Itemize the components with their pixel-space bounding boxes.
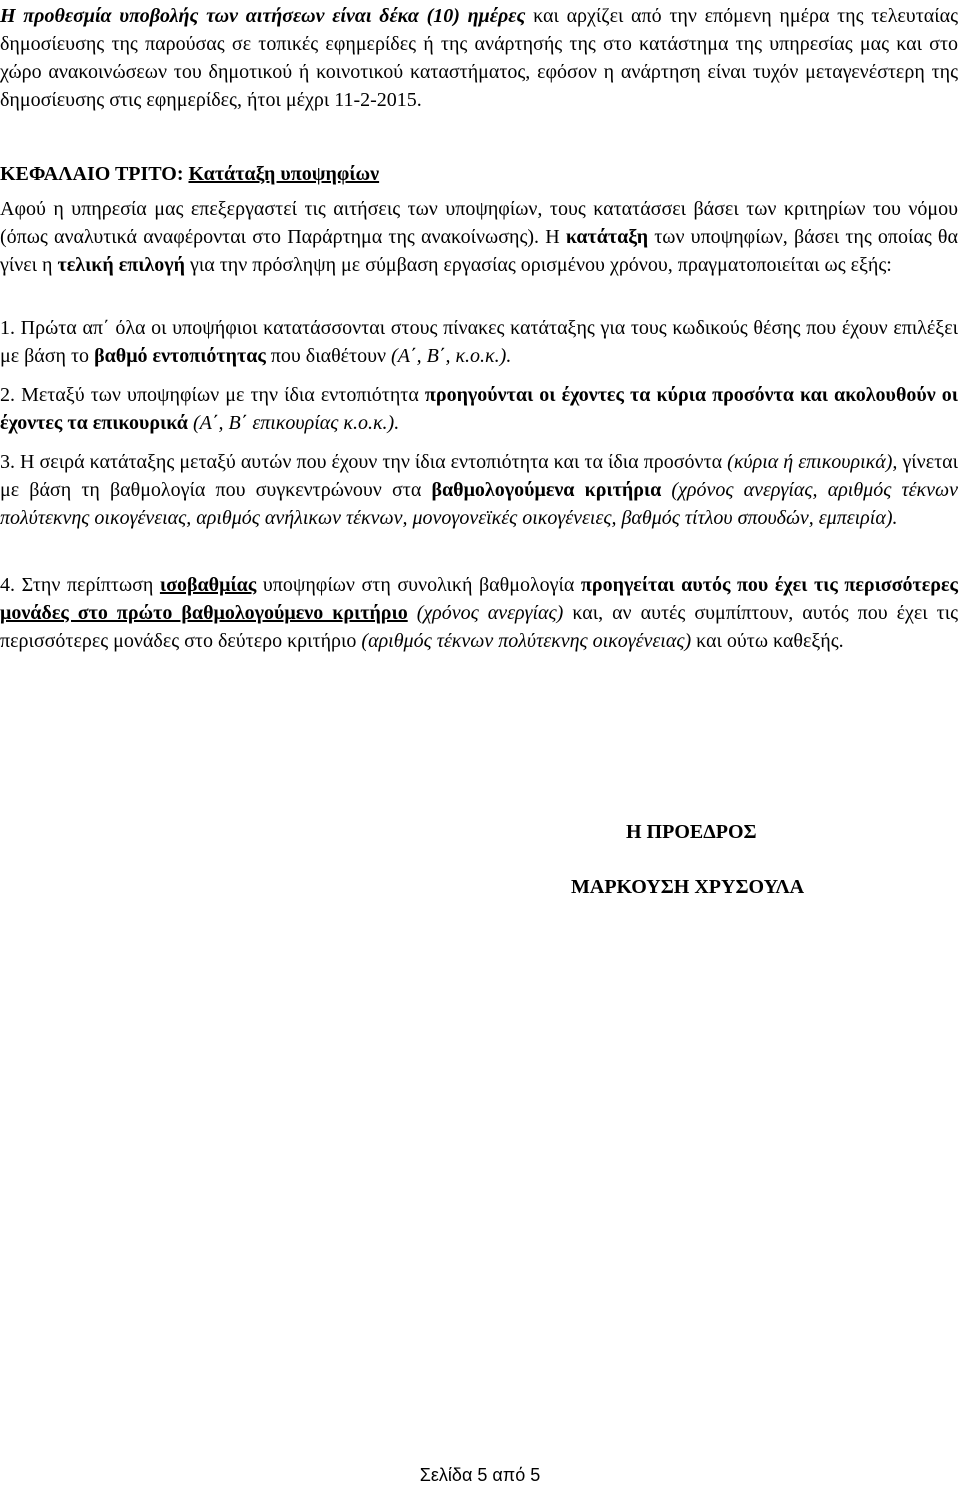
item4-italic-2: (αριθμός τέκνων πολύτεκνης οικογένειας) bbox=[361, 630, 692, 652]
item2-italic: (Α΄, Β΄ επικουρίας κ.ο.κ.). bbox=[187, 412, 400, 434]
signature-role: Η ΠΡΟΕΔΡΟΣ bbox=[626, 821, 757, 843]
para1-bold-final-selection: τελική επιλογή bbox=[57, 254, 185, 276]
intro-text: και αρχίζει από την επόμενη ημέρα της τελευταίας δημοσίευσης της παρούσας σε τοπικές εφημερίδες ή της ανάρτησής της στο κατάστημα της υπηρεσίας μας και στο χώρο ανακοινώσεων του δημοτικού ή κοινοτικού καταστήματος, εφόσον η ανάρτηση είναι τυχόν μεταγενέστερη της δημοσίευσης στις εφημερίδες, ήτοι μέχρι 11-2-2015. bbox=[0, 5, 958, 111]
item1-text-c: που διαθέτουν bbox=[265, 345, 392, 367]
list-item-2 bbox=[0, 381, 958, 437]
item1-bold: βαθμό εντοπιότητας bbox=[94, 345, 266, 367]
item2-text-a: 2. Μεταξύ των υποψηφίων με την ίδια εντοπιότητα bbox=[0, 384, 425, 406]
item3-italic-2: (χρόνος ανεργίας, αριθμός τέκνων πολύτεκνης οικογένειας, αριθμός ανήλικων τέκνων, μονογονεϊκές οικογένειες, βαθμός τίτλου σπουδών, εμπειρία). bbox=[0, 479, 958, 529]
item4-text-d: και ούτω καθεξής. bbox=[691, 630, 844, 652]
item4-text-a: 4. Στην περίπτωση bbox=[0, 574, 160, 596]
chapter-label: ΚΕΦΑΛΑΙΟ ΤΡΙΤΟ: bbox=[0, 163, 184, 185]
item4-text-b: υποψηφίων στη συνολική βαθμολογία bbox=[256, 574, 581, 596]
item3-text-a: 3. Η σειρά κατάταξης μεταξύ αυτών που έχουν την ίδια εντοπιότητα και τα ίδια προσόντα bbox=[0, 451, 728, 473]
item3-italic-1: (κύρια ή επικουρικά), bbox=[727, 451, 898, 473]
ranking-paragraph bbox=[0, 195, 958, 279]
item1-italic: (Α΄, Β΄, κ.ο.κ.). bbox=[391, 345, 512, 367]
chapter-title: Κατάταξη υποψηφίων bbox=[188, 163, 380, 185]
item1-text-a: 1. Πρώτα απ΄ όλα οι υποψήφιοι κατατάσσονται στους πίνακες κατάταξης για τους κωδικούς θέσης που έχουν επιλέξει με βάση το bbox=[0, 317, 958, 367]
deadline-text: Η προθεσμία υποβολής των αιτήσεων είναι δέκα (10) ημέρες bbox=[0, 5, 526, 27]
chapter-heading bbox=[0, 160, 958, 188]
item3-text-b: γίνεται με βάση τη βαθμολογία που συγκεντρώνουν στα bbox=[0, 451, 959, 501]
item4-italic-1: (χρόνος ανεργίας) bbox=[407, 602, 564, 624]
item4-bold-1: προηγείται αυτός που έχει τις περισσότερες bbox=[580, 574, 958, 596]
item4-underlined-tie: ισοβαθμίας bbox=[159, 574, 257, 596]
list-item-4 bbox=[0, 571, 958, 655]
item4-text-c: και, αν αυτές συμπίπτουν, αυτός που έχει τις περισσότερες μονάδες στο δεύτερο κριτήριο bbox=[0, 602, 958, 652]
para1-text-d: για την πρόσληψη με σύμβαση εργασίας ορισμένου χρόνου, πραγματοποιείται ως εξής: bbox=[185, 254, 892, 276]
para1-bold-ranking: κατάταξη bbox=[565, 226, 649, 248]
para1-text-c: των υποψηφίων, βάσει της οποίας θα γίνει η bbox=[0, 226, 958, 276]
signature-name: ΜΑΡΚΟΥΣΗ ΧΡΥΣΟΥΛΑ bbox=[571, 876, 805, 898]
item3-bold: βαθμολογούμενα κριτήρια bbox=[431, 479, 662, 501]
list-item-1 bbox=[0, 314, 958, 370]
intro-paragraph bbox=[0, 2, 958, 114]
page-number: Σελίδα 5 από 5 bbox=[419, 1465, 541, 1485]
list-item-3 bbox=[0, 448, 958, 532]
item4-bold-underlined: μονάδες στο πρώτο βαθμολογούμενο κριτήριο bbox=[0, 602, 408, 624]
item2-bold: προηγούνται οι έχοντες τα κύρια προσόντα και ακολουθούν οι έχοντες τα επικουρικά bbox=[0, 384, 958, 434]
para1-text-a: Αφού η υπηρεσία μας επεξεργαστεί τις αιτήσεις των υποψηφίων, τους κατατάσσει βάσει των κριτηρίων του νόμου (όπως αναλυτικά αναφέρονται στο Παράρτημα της ανακοίνωσης). Η bbox=[0, 198, 958, 248]
